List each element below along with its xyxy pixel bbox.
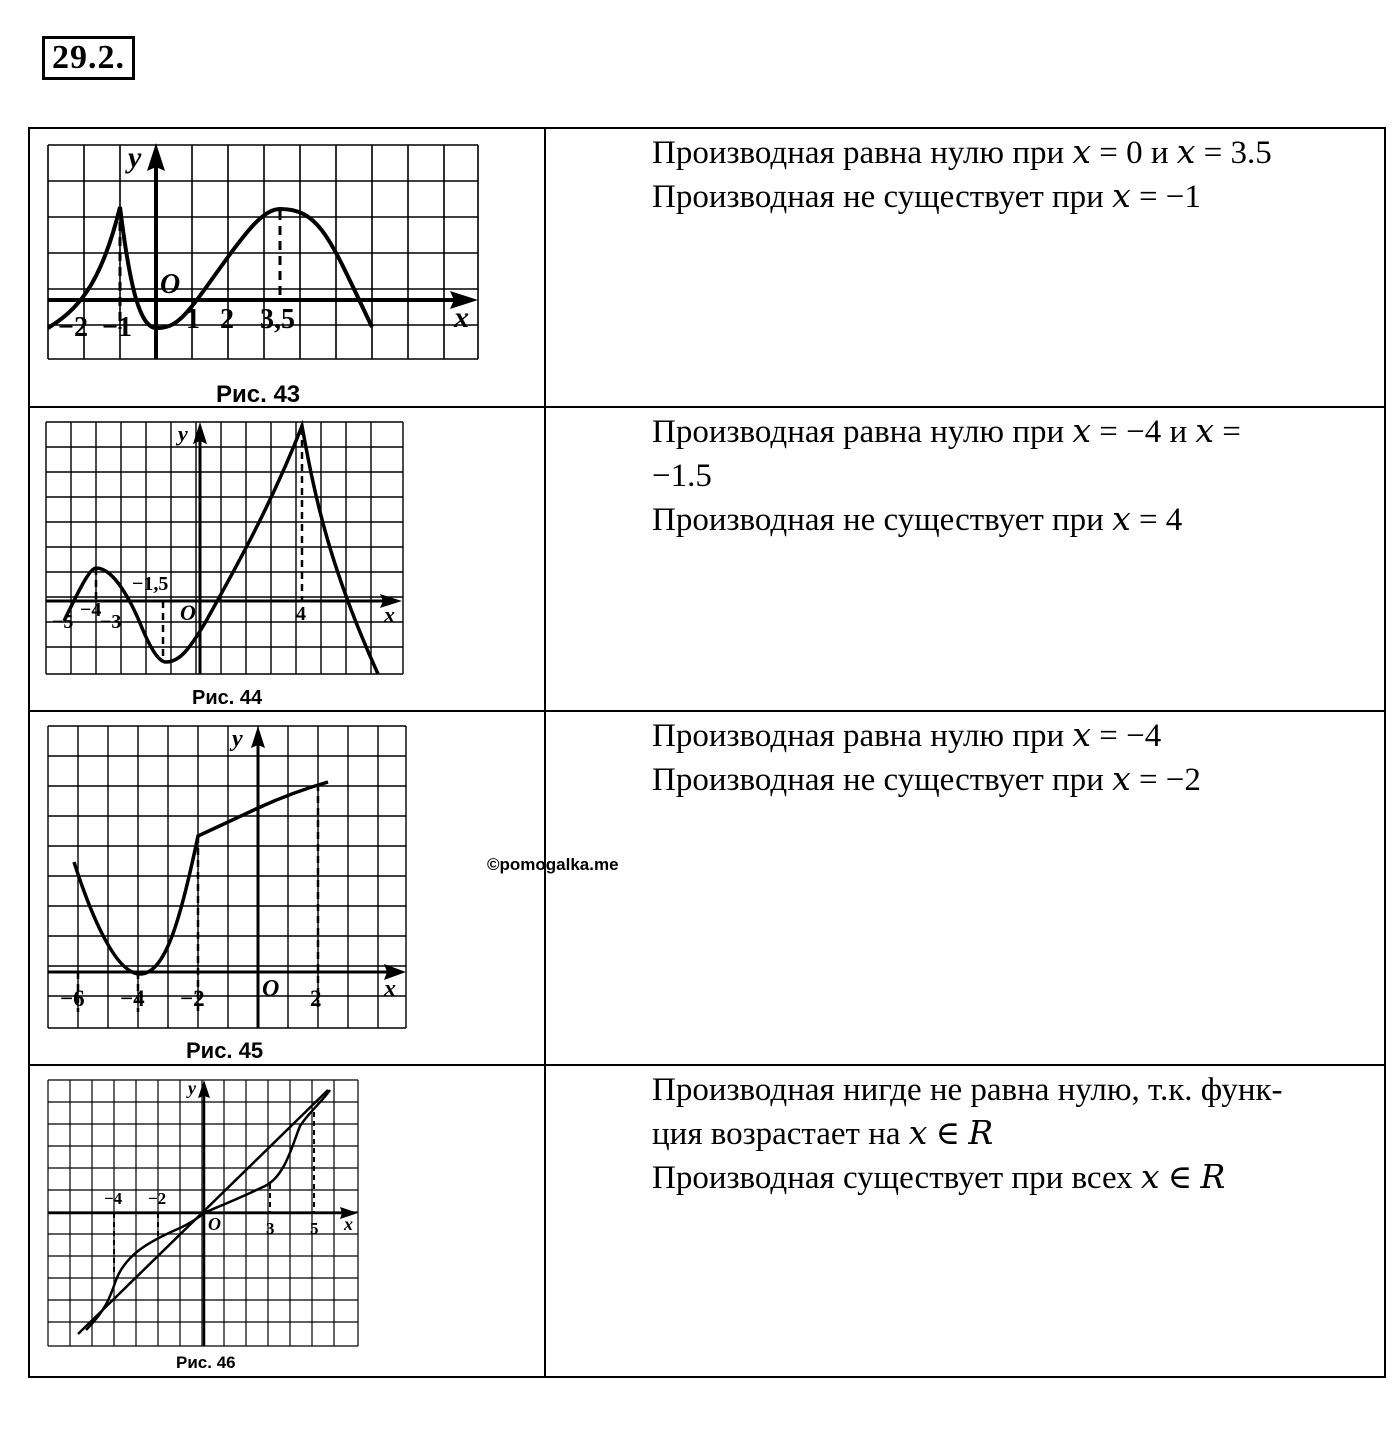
origin-label: O bbox=[180, 600, 196, 625]
answer-line: ция возрастает на 𝑥 ∈ 𝑅 bbox=[652, 1116, 994, 1152]
figure-46 bbox=[30, 1066, 544, 1374]
axis-y-label: y bbox=[178, 421, 188, 446]
origin-label: O bbox=[208, 1214, 221, 1234]
tick-label: 2 bbox=[310, 986, 322, 1011]
tick-label: 3 bbox=[266, 1219, 275, 1238]
tick-label: −1,5 bbox=[132, 573, 169, 595]
tick-label: −4 bbox=[104, 1189, 123, 1208]
tick-label: −5 bbox=[52, 611, 74, 633]
answer-table bbox=[28, 127, 1386, 1378]
axis-y-label: y bbox=[232, 726, 243, 752]
axis-x-label: x bbox=[384, 976, 396, 1002]
axis-x-label: x bbox=[454, 301, 469, 334]
tick-label: 3,5 bbox=[260, 304, 295, 335]
answer-line: Производная равна нулю при 𝑥 = −4 bbox=[652, 718, 1162, 754]
answer-cell bbox=[545, 711, 1385, 1065]
figure-caption: Рис. 45 bbox=[186, 1038, 264, 1063]
axis-x-label: x bbox=[344, 1214, 353, 1234]
tick-label: −2 bbox=[58, 312, 88, 343]
answer-line: Производная равна нулю при 𝑥 = −4 и 𝑥 = bbox=[652, 414, 1241, 450]
answer-line: Производная не существует при 𝑥 = −2 bbox=[652, 762, 1201, 798]
figure-44 bbox=[30, 408, 544, 710]
table-row bbox=[29, 711, 1385, 1065]
figure-caption: Рис. 44 bbox=[192, 687, 263, 709]
answer-line: −1.5 bbox=[652, 458, 712, 494]
tick-label: −6 bbox=[60, 986, 85, 1011]
table-row bbox=[29, 1065, 1385, 1377]
answer-cell bbox=[545, 1065, 1385, 1377]
figure-caption: Рис. 46 bbox=[176, 1353, 236, 1372]
axis-x-label: x bbox=[384, 602, 395, 627]
tick-label: −3 bbox=[100, 611, 122, 633]
answer-cell bbox=[545, 128, 1385, 407]
tick-label: −2 bbox=[180, 986, 205, 1011]
origin-label: O bbox=[160, 269, 181, 300]
figure-45 bbox=[30, 712, 544, 1064]
answer-cell bbox=[545, 407, 1385, 711]
figure-cell bbox=[29, 711, 545, 1065]
axis-y-label: y bbox=[128, 141, 142, 174]
problem-number: 29.2. bbox=[42, 36, 135, 80]
figure-cell bbox=[29, 1065, 545, 1377]
answer-line: Производная не существует при 𝑥 = 4 bbox=[652, 502, 1183, 538]
tick-label: 5 bbox=[310, 1219, 319, 1238]
figure-caption: Рис. 43 bbox=[216, 381, 301, 405]
tick-label: −4 bbox=[80, 599, 102, 621]
table-row bbox=[29, 407, 1385, 711]
answer-line: Производная не существует при 𝑥 = −1 bbox=[652, 179, 1201, 215]
answer-line: Производная равна нулю при 𝑥 = 0 и 𝑥 = 3.5 bbox=[652, 135, 1272, 171]
tick-label: −1 bbox=[102, 312, 132, 343]
tick-label: 1 bbox=[186, 304, 200, 335]
figure-43 bbox=[30, 129, 544, 405]
table-row bbox=[29, 128, 1385, 407]
tick-label: 2 bbox=[220, 304, 234, 335]
answer-line: Производная существует при всех 𝑥 ∈ 𝑅 bbox=[652, 1160, 1226, 1196]
tick-label: 4 bbox=[296, 603, 306, 625]
tick-label: −4 bbox=[120, 986, 145, 1011]
axis-y-label: y bbox=[188, 1078, 196, 1098]
answer-line: Производная нигде не равна нулю, т.к. функ- bbox=[652, 1072, 1283, 1108]
figure-cell bbox=[29, 407, 545, 711]
figure-cell bbox=[29, 128, 545, 407]
tick-label: −2 bbox=[148, 1189, 167, 1208]
watermark: ©pomogalka.me bbox=[487, 855, 619, 874]
origin-label: O bbox=[262, 976, 280, 1002]
